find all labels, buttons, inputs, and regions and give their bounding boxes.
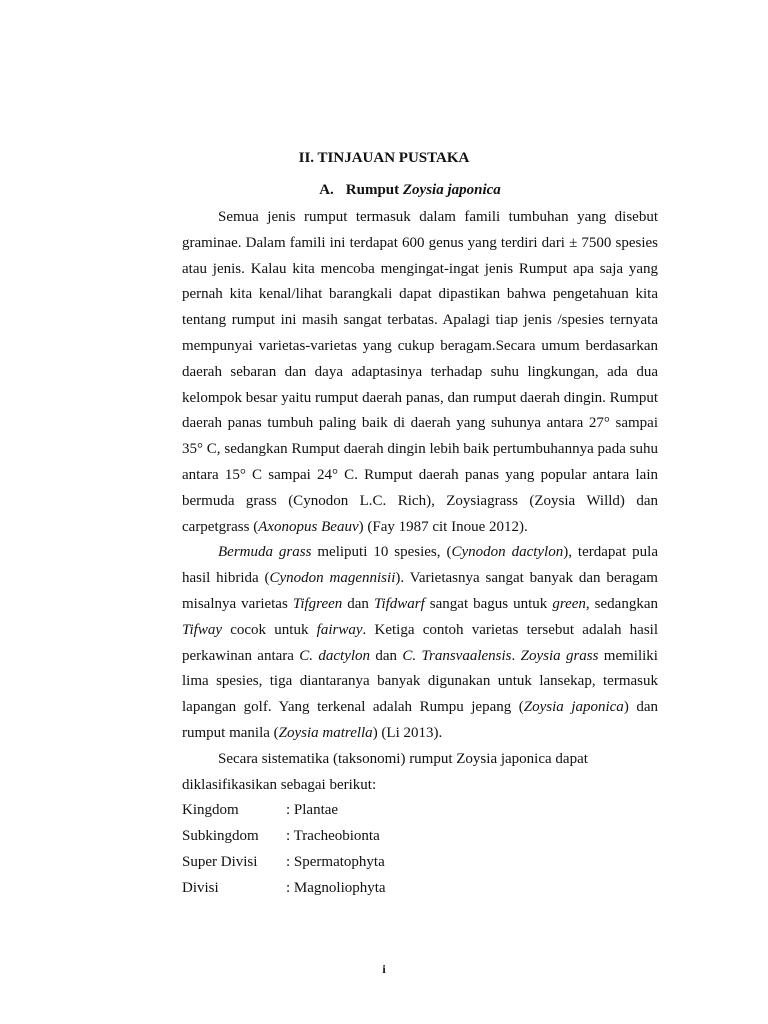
paragraph-1-text: Semua jenis rumput termasuk dalam famili tumbuhan yang disebut graminae. Dalam famili ini terdapat 600 genus yang terdiri dari ± 7500 spesies atau jenis. Kalau kita mencoba mengingat-ingat jenis Rumput apa saja yang pernah kita kenal/lihat barangkali dapat dipastikan bahwa pengetahuan kita tentang rumput ini masih sangat terbatas. Apalagi tiap jenis /spesies ternyata mempunyai varietas-varietas yang cukup beragam.Secara umum berdasarkan daerah sebaran dan daya adaptasinya terhadap suhu lingkungan, ada dua kelompok besar yaitu rumput daerah panas, dan rumput daerah dingin. Rumput daerah panas tumbuh paling baik di daerah yang suhunya antara 27° sampai 35° C, sedangkan Rumput daerah dingin lebih baik pertumbuhannya pada suhu antara 15° C sampai 24° C. Rumput daerah panas yang popular antara lain bermuda grass (Cynodon L.C. Rich), Zoysiagrass (Zoysia Willd) dan carpetgrass ( [182,209,658,535]
taxonomy-value: : Spermatophyta [286,853,385,870]
p2-seg: Zoysia matrella [278,724,373,741]
p2-seg: memiliki lima spesies, tiga diantaranya banyak digunakan untuk lansekap, termasuk lapangan golf. Yang terkenal adalah Rumpu jepang ( [182,647,658,716]
taxonomy-rank: Subkingdom [182,828,259,845]
taxonomy-value: : Plantae [286,802,339,819]
p2-seg: . Ketiga contoh varietas tersebut adalah hasil perkawinan antara [182,621,659,664]
taxonomy-row [182,876,658,902]
page-number: i [382,962,386,976]
p2-seg: C. dactylon [299,647,371,664]
p2-seg: green [552,595,586,612]
taxonomy-value: : Tracheobionta [286,828,380,845]
section-title [0,182,768,199]
body-text [182,205,658,902]
taxonomy-intro-2: diklasifikasikan sebagai berikut: [182,776,377,793]
section-title-plain: Rumput [345,182,403,198]
taxonomy-rank: Super Divisi [182,853,258,870]
taxonomy-row [182,824,658,850]
p2-seg: meliputi 10 spesies, ( [311,544,452,561]
p2-seg: dan [370,647,403,664]
p2-seg: ) (Li 2013). [372,724,443,741]
p2-seg: dan [342,595,374,612]
p2-seg: Bermuda grass [218,544,312,561]
p2-seg: . [511,647,521,664]
paragraph-1-end: ) (Fay 1987 cit Inoue 2012). [358,518,528,535]
paragraph-1-italic: Axonopus Beauv [258,518,359,535]
chapter-title: II. TINJAUAN PUSTAKA [298,150,470,166]
p2-seg: Tifgreen [292,595,343,612]
p2-seg: sangat bagus untuk [424,595,553,612]
taxonomy-rank: Divisi [182,879,219,896]
section-title-italic: Zoysia japonica [402,182,501,198]
p2-seg: ), terdapat pula hasil hibrida ( [182,544,658,587]
taxonomy-intro: Secara sistematika (taksonomi) rumput Zoysia japonica dapat [218,750,588,767]
p2-seg: fairway [316,621,363,638]
paragraph-1 [182,205,658,540]
p2-seg: cocok untuk [222,621,317,638]
p2-seg: C. Transvaalensis [402,647,512,664]
p2-seg: Cynodon magennisii [269,570,396,587]
paragraph-2 [182,540,658,746]
p2-seg: Cynodon dactylon [451,544,564,561]
p2-seg: ) dan rumput manila ( [182,699,658,741]
taxonomy-value: : Magnoliophyta [286,879,386,896]
taxonomy-row [182,850,658,876]
p2-seg: , sedangkan [585,595,658,612]
section-letter: A. [319,182,334,198]
p2-seg: Zoysia grass [520,647,599,664]
p2-seg: Tifway [182,621,223,638]
p2-seg: Zoysia japonica [523,699,624,716]
taxonomy-row [182,798,658,824]
taxonomy-rank: Kingdom [182,802,239,819]
p2-seg: ). Varietasnya sangat banyak dan beragam misalnya varietas [182,570,658,612]
p2-seg: Tifdwarf [373,595,425,612]
